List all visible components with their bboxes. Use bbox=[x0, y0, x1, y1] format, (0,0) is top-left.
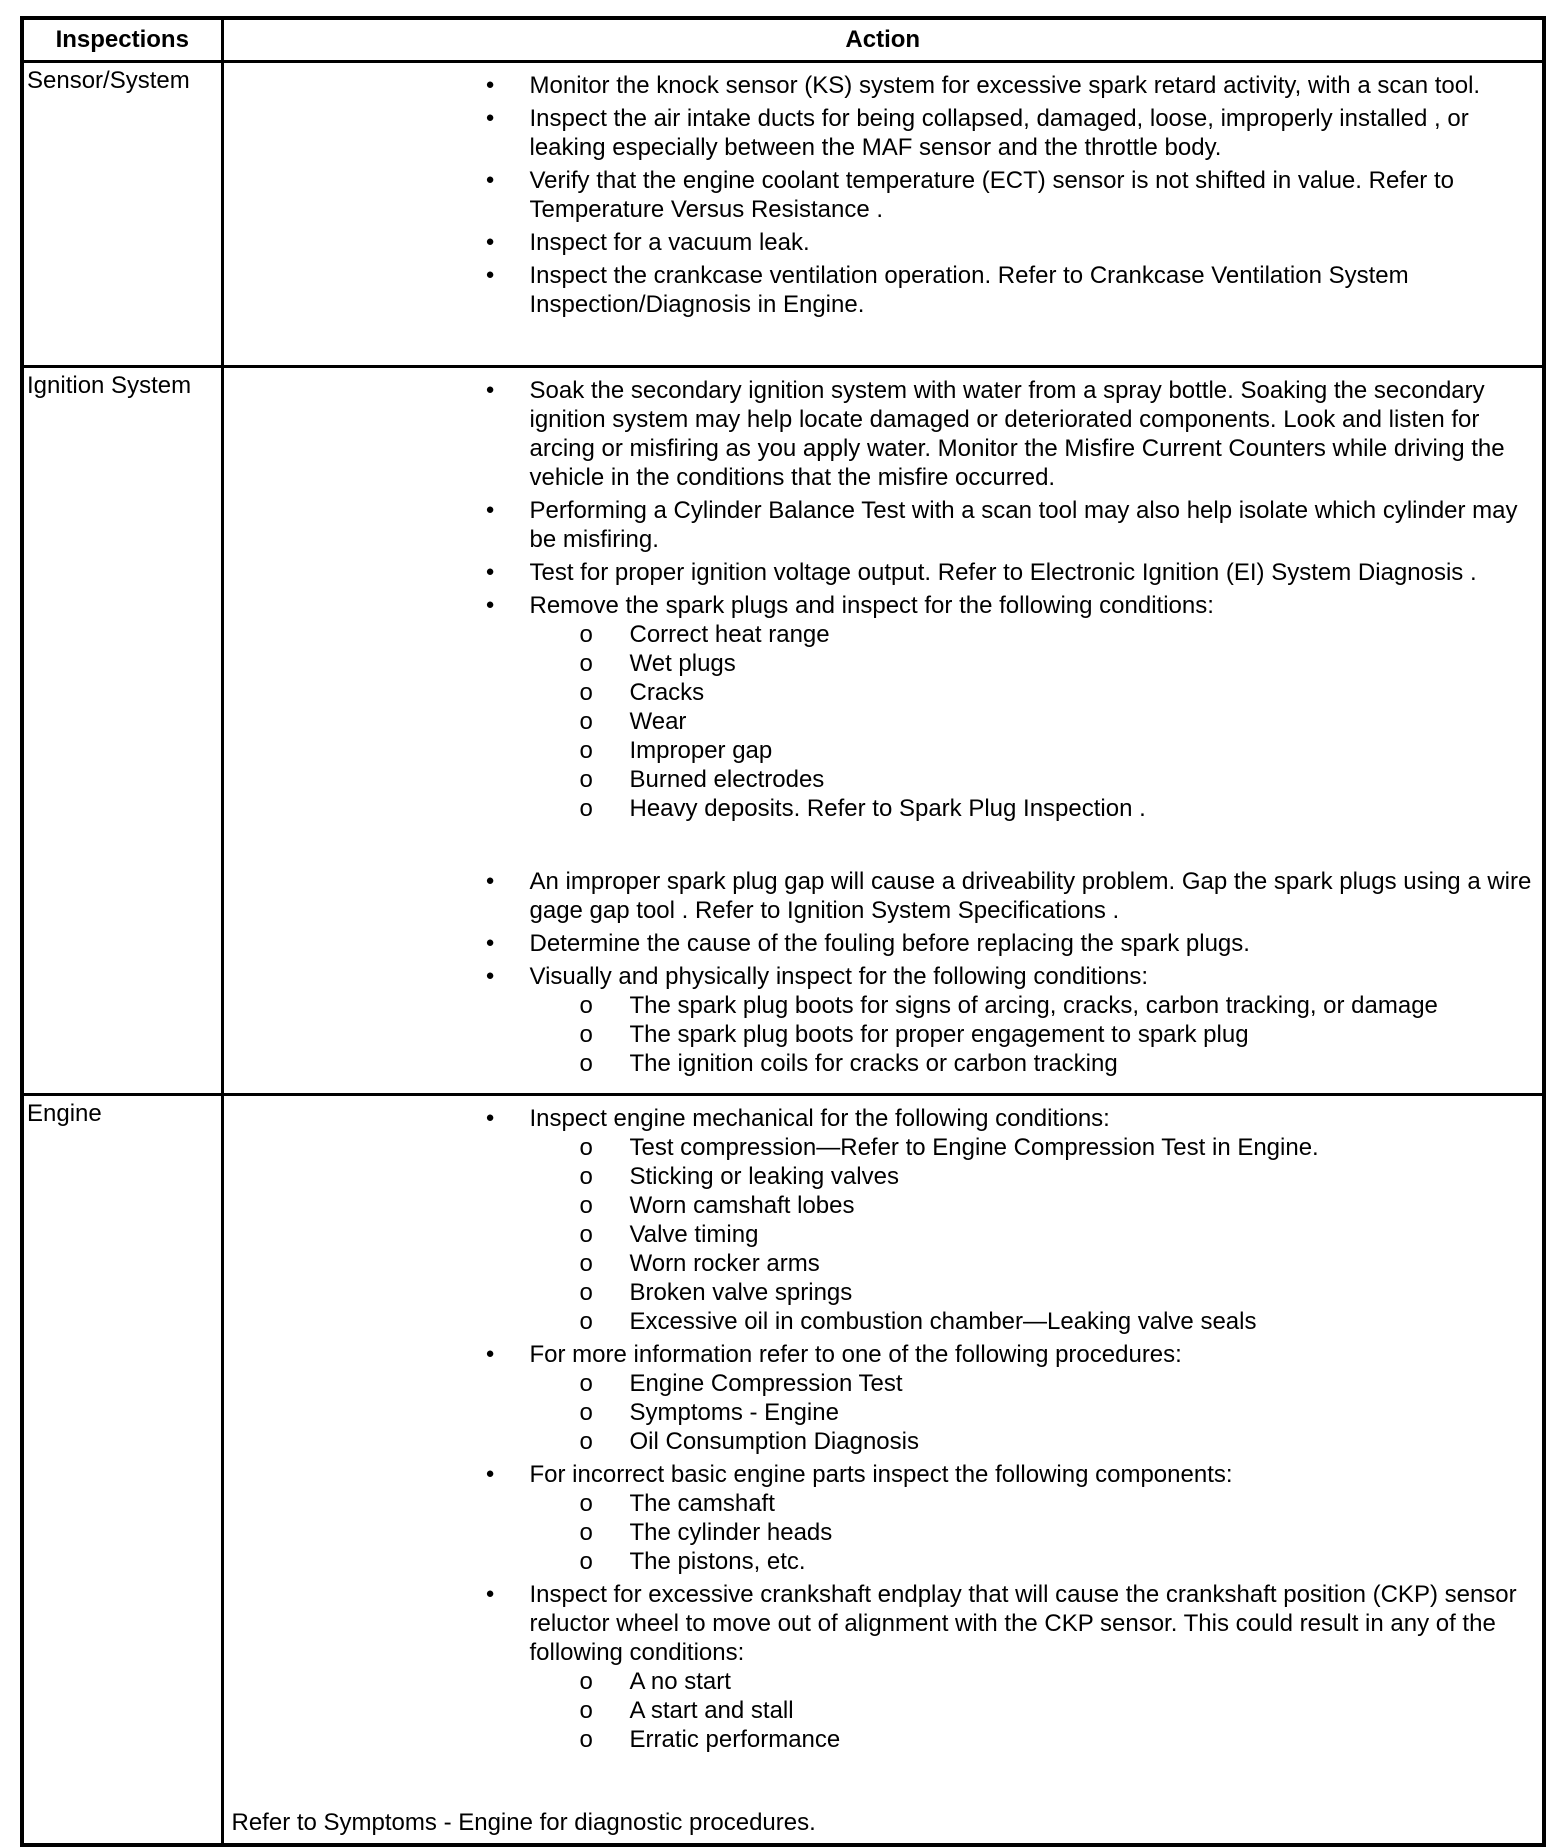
list-item-text: Visually and physically inspect for the following conditions: bbox=[529, 963, 1149, 990]
list-item-text: For incorrect basic engine parts inspect the following components: bbox=[529, 1461, 1233, 1488]
action-list bbox=[224, 71, 1535, 319]
sub-list-item: o A start and stall bbox=[224, 1696, 1535, 1725]
inspections-table bbox=[20, 16, 1546, 1847]
row-label: Ignition System bbox=[22, 367, 222, 1095]
sub-list bbox=[530, 1369, 1535, 1456]
list-item-text: Inspect for excessive crankshaft endplay that will cause the crankshaft position (CKP) sensor reluctor wheel to move out of alignment with the CKP sensor. This could result in any of the following conditions: bbox=[529, 1581, 1517, 1666]
sub-list-item: o The spark plug boots for signs of arcing, cracks, carbon tracking, or damage bbox=[224, 991, 1535, 1020]
list-item bbox=[224, 929, 1535, 958]
sub-list-item: o Wear bbox=[224, 707, 1535, 736]
table-header-row bbox=[22, 18, 1544, 62]
list-item-text: Inspect engine mechanical for the following conditions: bbox=[529, 1105, 1110, 1132]
sub-list-item: o Erratic performance bbox=[224, 1725, 1535, 1754]
list-item bbox=[224, 1104, 1535, 1336]
sub-list-item: o The cylinder heads bbox=[224, 1518, 1535, 1547]
sub-list bbox=[530, 1133, 1535, 1336]
list-item-text: Remove the spark plugs and inspect for the following conditions: bbox=[529, 592, 1214, 619]
sub-list-item: o Worn camshaft lobes bbox=[224, 1191, 1535, 1220]
list-item: ● Inspect for a vacuum leak. bbox=[224, 228, 1535, 257]
table-row bbox=[22, 62, 1544, 367]
sub-list-item: o Burned electrodes bbox=[224, 765, 1535, 794]
list-item: ● Verify that the engine coolant temperature (ECT) sensor is not shifted in value. Refer to Temperature Versus Resistance . bbox=[224, 166, 1535, 224]
header-action: Action bbox=[222, 18, 1544, 62]
table-row bbox=[22, 1095, 1544, 1846]
sub-list-item: o Correct heat range bbox=[224, 620, 1535, 649]
list-item-text: Performing a Cylinder Balance Test with a scan tool may also help isolate which cylinder may be misfiring. bbox=[529, 497, 1518, 553]
row-label: Sensor/System bbox=[22, 62, 222, 367]
sub-list-item: o Improper gap bbox=[224, 736, 1535, 765]
sub-list-item: o Cracks bbox=[224, 678, 1535, 707]
sub-list-item: o Broken valve springs bbox=[224, 1278, 1535, 1307]
header-inspections: Inspections bbox=[22, 18, 222, 62]
sub-list bbox=[530, 1667, 1535, 1754]
list-item bbox=[224, 1340, 1535, 1456]
list-item bbox=[224, 376, 1535, 492]
list-item bbox=[224, 591, 1535, 823]
list-item bbox=[224, 558, 1535, 587]
action-list bbox=[224, 1104, 1535, 1754]
sub-list-item: o Sticking or leaking valves bbox=[224, 1162, 1535, 1191]
sub-list bbox=[530, 991, 1535, 1078]
list-item: ● Inspect the air intake ducts for being collapsed, damaged, loose, improperly installed , or leaking especially between the MAF sensor and the throttle body. bbox=[224, 104, 1535, 162]
list-item bbox=[224, 962, 1535, 1078]
sub-list-item: o Symptoms - Engine bbox=[224, 1398, 1535, 1427]
sub-list-item: o Wet plugs bbox=[224, 649, 1535, 678]
action-cell bbox=[222, 367, 1544, 1095]
sub-list-item: o The ignition coils for cracks or carbon tracking bbox=[224, 1049, 1535, 1078]
list-item bbox=[224, 867, 1535, 925]
sub-list bbox=[530, 1489, 1535, 1576]
table-row bbox=[22, 367, 1544, 1095]
list-item-text: Soak the secondary ignition system with water from a spray bottle. Soaking the secondary ignition system may help locate damaged or deteriorated components. Look and listen for arcing or misfiring as you apply water. Monitor the Misfire Current Counters while driving the vehicle in the conditions that the misfire occurred. bbox=[529, 377, 1505, 491]
action-cell bbox=[222, 62, 1544, 367]
sub-list-item: o Valve timing bbox=[224, 1220, 1535, 1249]
action-cell bbox=[222, 1095, 1544, 1846]
list-item-text: Determine the cause of the fouling before replacing the spark plugs. bbox=[529, 930, 1250, 957]
list-item bbox=[224, 496, 1535, 554]
sub-list-item: o Heavy deposits. Refer to Spark Plug Inspection . bbox=[224, 794, 1535, 823]
sub-list-item: o A no start bbox=[224, 1667, 1535, 1696]
sub-list-item: o Excessive oil in combustion chamber—Leaking valve seals bbox=[224, 1307, 1535, 1336]
row-label: Engine bbox=[22, 1095, 222, 1846]
engine-note: Refer to Symptoms - Engine for diagnostic procedures. bbox=[231, 1809, 816, 1836]
action-list bbox=[224, 376, 1535, 1078]
list-item-text: For more information refer to one of the following procedures: bbox=[529, 1341, 1182, 1368]
list-item: ● Inspect the crankcase ventilation operation. Refer to Crankcase Ventilation System Inspection/Diagnosis in Engine. bbox=[224, 261, 1535, 319]
sub-list-item: o Engine Compression Test bbox=[224, 1369, 1535, 1398]
list-item-text: Test for proper ignition voltage output. Refer to Electronic Ignition (EI) System Diagnosis . bbox=[529, 559, 1477, 586]
sub-list-item: o Oil Consumption Diagnosis bbox=[224, 1427, 1535, 1456]
sub-list bbox=[530, 620, 1535, 823]
sub-list-item: o Test compression—Refer to Engine Compression Test in Engine. bbox=[224, 1133, 1535, 1162]
list-item bbox=[224, 1460, 1535, 1576]
list-item: ● Monitor the knock sensor (KS) system for excessive spark retard activity, with a scan tool. bbox=[224, 71, 1535, 100]
list-item bbox=[224, 1580, 1535, 1754]
sub-list-item: o The spark plug boots for proper engagement to spark plug bbox=[224, 1020, 1535, 1049]
list-item-text: An improper spark plug gap will cause a driveability problem. Gap the spark plugs using a wire gage gap tool . Refer to Ignition System Specifications . bbox=[529, 868, 1532, 924]
sub-list-item: o The pistons, etc. bbox=[224, 1547, 1535, 1576]
sub-list-item: o Worn rocker arms bbox=[224, 1249, 1535, 1278]
sub-list-item: o The camshaft bbox=[224, 1489, 1535, 1518]
